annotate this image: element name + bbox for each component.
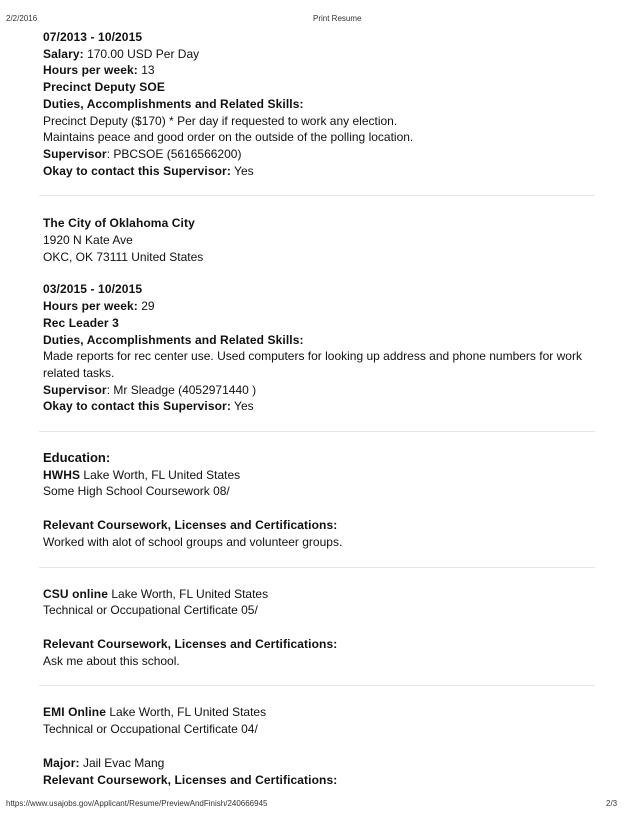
- job-title: Rec Leader 3: [43, 315, 119, 330]
- education-heading: Education:: [43, 450, 111, 466]
- school-degree: Technical or Occupational Certificate 04/: [43, 722, 258, 737]
- duty-text: Made reports for rec center use. Used computers for looking up address and phone numbers for work related tasks.: [43, 349, 582, 380]
- duties-label: Duties, Accomplishments and Related Skills:: [43, 96, 304, 111]
- supervisor-value: : PBCSOE (5616566200): [106, 146, 242, 161]
- page-number: 2/3: [606, 799, 618, 808]
- print-title: Print Resume: [313, 14, 362, 23]
- job-title: Precinct Deputy SOE: [43, 80, 165, 95]
- job-entry-rec-leader: [43, 215, 603, 415]
- salary-label: Salary:: [43, 46, 84, 61]
- school-name: EMI Online: [43, 705, 107, 720]
- contact-value: Yes: [230, 399, 254, 414]
- employer-address: 1920 N Kate Ave: [43, 233, 133, 248]
- duties-label: Duties, Accomplishments and Related Skills:: [43, 332, 304, 347]
- school-location: Lake Worth, FL United States: [80, 467, 241, 482]
- employer-city: OKC, OK 73111 United States: [43, 249, 204, 264]
- salary-value: 170.00 USD Per Day: [83, 46, 200, 61]
- coursework-label: Relevant Coursework, Licenses and Certifications:: [43, 518, 338, 533]
- school-name: HWHS: [43, 467, 81, 482]
- page-url: https://www.usajobs.gov/Applicant/Resume/PreviewAndFinish/240666945: [6, 799, 268, 808]
- major-label: Major:: [43, 755, 80, 770]
- coursework-text: Ask me about this school.: [43, 653, 180, 668]
- duty-text: Precinct Deputy ($170) * Per day if requested to work any election.: [43, 113, 398, 128]
- section-divider: [39, 195, 595, 196]
- contact-label: Okay to contact this Supervisor:: [43, 399, 231, 414]
- job-entry-precinct-deputy: [43, 29, 603, 179]
- contact-value: Yes: [230, 163, 254, 178]
- section-divider: [39, 431, 595, 432]
- school-location: Lake Worth, FL United States: [106, 705, 267, 720]
- section-divider: [39, 685, 595, 686]
- employer-name: The City of Oklahoma City: [43, 216, 195, 231]
- hours-value: 13: [137, 63, 155, 78]
- school-location: Lake Worth, FL United States: [108, 586, 269, 601]
- hours-value: 29: [137, 299, 155, 314]
- school-name: CSU online: [43, 586, 109, 601]
- job-dates: 03/2015 - 10/2015: [43, 282, 143, 297]
- hours-label: Hours per week:: [43, 63, 138, 78]
- coursework-text: Worked with alot of school groups and volunteer groups.: [43, 534, 343, 549]
- coursework-label: Relevant Coursework, Licenses and Certifications:: [43, 636, 338, 651]
- supervisor-value: : Mr Sleadge (4052971440 ): [106, 382, 257, 397]
- section-divider: [39, 567, 595, 568]
- job-dates: 07/2013 - 10/2015: [43, 30, 143, 44]
- school-degree: Some High School Coursework 08/: [43, 484, 230, 499]
- coursework-label: Relevant Coursework, Licenses and Certifications:: [43, 772, 338, 787]
- contact-label: Okay to contact this Supervisor:: [43, 163, 231, 178]
- supervisor-label: Supervisor: [43, 146, 107, 161]
- hours-label: Hours per week:: [43, 299, 138, 314]
- school-degree: Technical or Occupational Certificate 05/: [43, 603, 258, 618]
- print-date: 2/2/2016: [6, 14, 38, 23]
- duty-text: Maintains peace and good order on the outside of the polling location.: [43, 130, 414, 145]
- education-section: [43, 450, 603, 788]
- resume-content: [43, 29, 603, 788]
- major-value: Jail Evac Mang: [79, 755, 165, 770]
- supervisor-label: Supervisor: [43, 382, 107, 397]
